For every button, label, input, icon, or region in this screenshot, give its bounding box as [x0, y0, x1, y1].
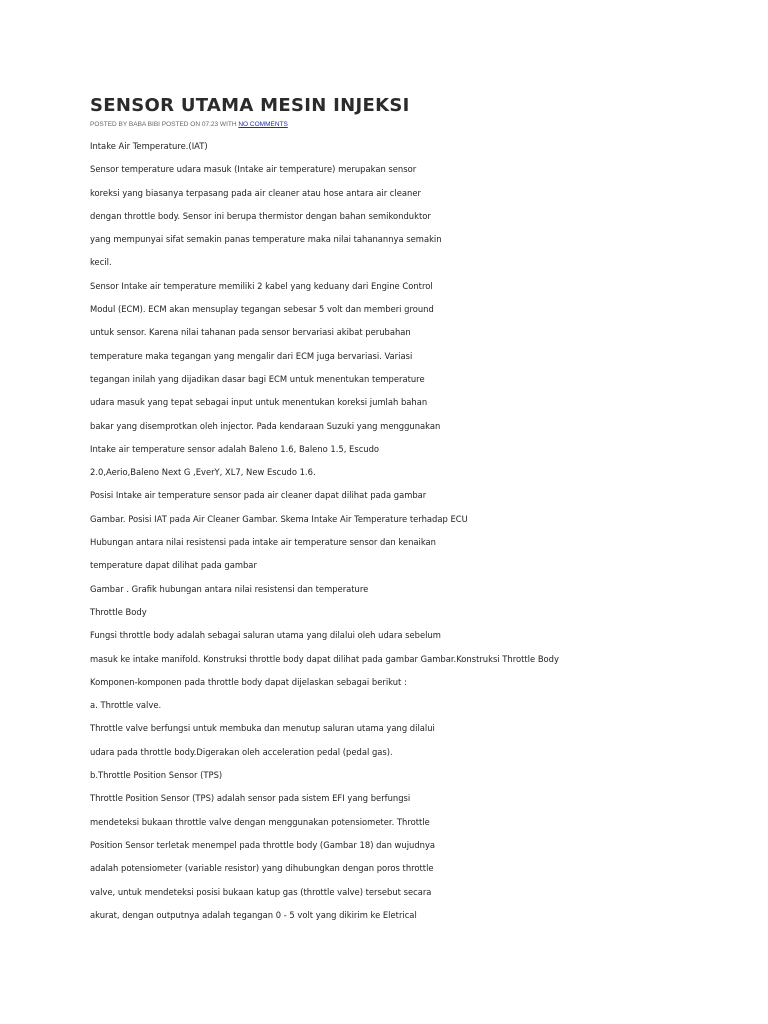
text-line: Sensor temperature udara masuk (Intake air temperature) merupakan sensor: [90, 164, 417, 175]
text-line: mendeteksi bukaan throttle valve dengan menggunakan potensiometer. Throttle: [90, 816, 430, 827]
text-line: Fungsi throttle body adalah sebagai saluran utama yang dilalui oleh udara sebelum: [90, 630, 441, 641]
text-line: temperature maka tegangan yang mengalir dari ECM juga bervariasi. Variasi: [90, 350, 413, 361]
text-line: Throttle Body: [90, 606, 147, 617]
no-comments-link[interactable]: NO COMMENTS: [238, 121, 288, 128]
text-line: udara masuk yang tepat sebagai input untuk menentukan koreksi jumlah bahan: [90, 397, 428, 408]
text-line: Hubungan antara nilai resistensi pada intake air temperature sensor dan kenaikan: [90, 537, 436, 548]
text-line: Throttle Position Sensor (TPS) adalah sensor pada sistem EFI yang berfungsi: [90, 793, 411, 804]
text-line: yang mempunyai sifat semakin panas temperature maka nilai tahanannya semakin: [90, 234, 442, 245]
text-line: valve, untuk mendeteksi posisi bukaan katup gas (throttle valve) tersebut secara: [90, 886, 432, 897]
text-line: akurat, dengan outputnya adalah tegangan 0 - 5 volt yang dikirim ke Eletrical: [90, 909, 417, 920]
text-line: Komponen-komponen pada throttle body dapat dijelaskan sebagai berikut :: [90, 676, 407, 687]
text-line: tegangan inilah yang dijadikan dasar bagi ECM untuk menentukan temperature: [90, 373, 425, 384]
text-line: dengan throttle body. Sensor ini berupa thermistor dengan bahan semikonduktor: [90, 210, 431, 221]
text-line: Sensor Intake air temperature memiliki 2 kabel yang keduany dari Engine Control: [90, 280, 433, 291]
text-line: bakar yang disemprotkan oleh injector. Pada kendaraan Suzuki yang menggunakan: [90, 420, 441, 431]
text-line: Intake air temperature sensor adalah Baleno 1.6, Baleno 1.5, Escudo: [90, 443, 380, 454]
text-line: Gambar. Posisi IAT pada Air Cleaner Gambar. Skema Intake Air Temperature terhadap ECU: [90, 513, 468, 524]
text-line: udara pada throttle body.Digerakan oleh acceleration pedal (pedal gas).: [90, 746, 393, 757]
text-line: Position Sensor terletak menempel pada throttle body (Gambar 18) dan wujudnya: [90, 839, 436, 850]
text-line: temperature dapat dilihat pada gambar: [90, 560, 257, 571]
text-line: Throttle valve berfungsi untuk membuka dan menutup saluran utama yang dilalui: [90, 723, 435, 734]
text-line: masuk ke intake manifold. Konstruksi throttle body dapat dilihat pada gambar Gambar.Konstruksi Throttle Body: [90, 653, 559, 664]
post-title: SENSOR UTAMA MESIN INJEKSI: [90, 95, 410, 116]
text-line: a. Throttle valve.: [90, 700, 162, 711]
text-line: 2.0,Aerio,Baleno Next G ,EverY, XL7, New Escudo 1.6.: [90, 467, 316, 478]
post-body: [90, 137, 690, 929]
text-line: Posisi Intake air temperature sensor pada air cleaner dapat dilihat pada gambar: [90, 490, 427, 501]
text-line: Gambar . Grafik hubungan antara nilai resistensi dan temperature: [90, 583, 369, 594]
text-line: Intake Air Temperature.(IAT): [90, 141, 208, 151]
text-line: adalah potensiometer (variable resistor) yang dihubungkan dengan poros throttle: [90, 863, 434, 874]
text-line: Modul (ECM). ECM akan mensuplay tegangan sebesar 5 volt dan memberi ground: [90, 304, 434, 315]
text-line: kecil.: [90, 257, 112, 268]
text-line: untuk sensor. Karena nilai tahanan pada sensor bervariasi akibat perubahan: [90, 327, 411, 338]
post-meta-byline: POSTED BY BABA BIBI POSTED ON 07.23 WITH: [90, 121, 239, 128]
text-line: b.Throttle Position Sensor (TPS): [90, 770, 223, 781]
post-meta: [90, 121, 288, 129]
text-line: koreksi yang biasanya terpasang pada air cleaner atau hose antara air cleaner: [90, 187, 421, 198]
